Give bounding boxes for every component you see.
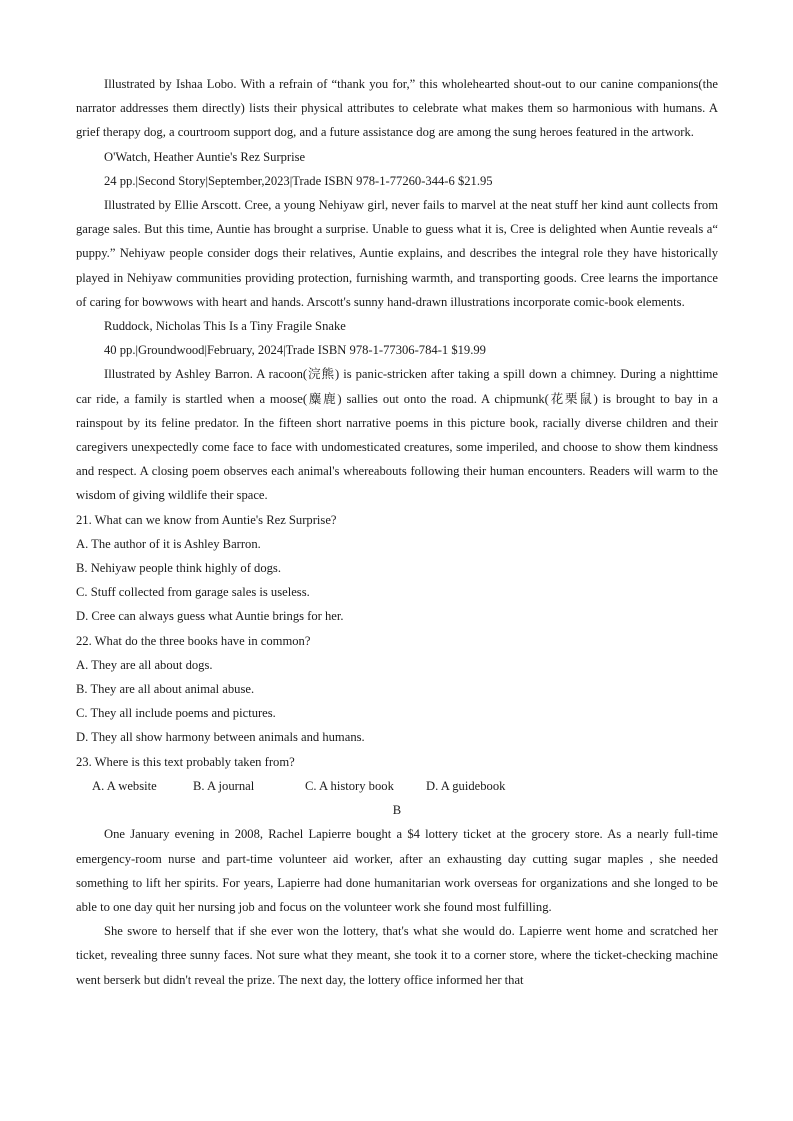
question-22-option-b: B. They are all about animal abuse. — [76, 682, 255, 697]
review-paragraph-2: Illustrated by Ellie Arscott. Cree, a young Nehiyaw girl, never fails to marvel at the neat stuff her kind aunt collects from garage sales. But this time, Auntie has brought a surprise. Unable to guess what it is, Cree is delighted when Auntie reveals a“ puppy.” Nehiyaw people consider dogs their relatives, Auntie explains, and describes the integral role they have historically played in Nehiyaw communities providing protection, furnishing warmth, and transporting goods. Cree learns the importance of caring for bowwows with heart and hands. Arscott's sunny hand-drawn illustrations incorporate comic-book elements. — [76, 198, 718, 309]
review-paragraph-3: Illustrated by Ashley Barron. A racoon(浣熊) is panic-stricken after taking a spill down a chimney. During a nighttime car ride, a family is startled when a moose(麋鹿) sallies out onto the road. A chipmunk(花栗鼠) is brought to bay in a rainspout by its feline predator. In the fifteen short narrative poems in this picture book, racially diverse children and their caregivers unexpectedly come face to face with undomesticated creatures, some imperiled, and choose to show them kindness and respect. A closing poem observes each animal's whereabouts following their human encounters. Readers will warm to the wisdom of giving wildlife their space. — [76, 367, 718, 503]
question-21-option-b: B. Nehiyaw people think highly of dogs. — [76, 561, 281, 576]
question-22-option-d: D. They all show harmony between animals and humans. — [76, 730, 365, 745]
passage-b-paragraph-2: She swore to herself that if she ever won the lottery, that's what she would do. Lapierre went home and scratched her ticket, revealing three sunny faces. Not sure what they meant, she took it to a corner store, where the ticket-checking machine went berserk but didn't reveal the prize. The next day, the lottery office informed her that — [76, 924, 718, 987]
passage-b-paragraph-1: One January evening in 2008, Rachel Lapierre bought a $4 lottery ticket at the grocery store. As a nearly full-time emergency-room nurse and part-time volunteer aid worker, after an exhausting day cutting sugar maples , she needed something to lift her spirits. For years, Lapierre had done humanitarian work overseas for organizations and she longed to be able to one day quit her nursing job and focus on the volunteer work she found most fulfilling. — [76, 827, 718, 914]
question-21: 21. What can we know from Auntie's Rez Surprise? — [76, 512, 337, 527]
question-23-option-b: B. A journal — [193, 778, 255, 793]
question-23-option-a: A. A website — [92, 778, 157, 793]
question-21-option-a: A. The author of it is Ashley Barron. — [76, 536, 261, 551]
question-23-options — [76, 774, 718, 798]
question-22: 22. What do the three books have in common? — [76, 633, 311, 648]
question-21-option-d: D. Cree can always guess what Auntie brings for her. — [76, 609, 344, 624]
question-23-option-c: C. A history book — [305, 778, 394, 793]
book-meta-2: 24 pp.|Second Story|September,2023|Trade ISBN 978-1-77260-344-6 $21.95 — [104, 173, 493, 188]
book-meta-3: 40 pp.|Groundwood|February, 2024|Trade ISBN 978-1-77306-784-1 $19.99 — [104, 343, 486, 358]
question-22-option-c: C. They all include poems and pictures. — [76, 706, 276, 721]
question-23: 23. Where is this text probably taken from? — [76, 754, 295, 769]
book-title-3: Ruddock, Nicholas This Is a Tiny Fragile Snake — [104, 319, 346, 334]
question-21-option-c: C. Stuff collected from garage sales is useless. — [76, 585, 310, 600]
document-page — [76, 72, 718, 992]
section-heading-b: B — [392, 803, 402, 818]
book-title-2: O'Watch, Heather Auntie's Rez Surprise — [104, 149, 306, 164]
review-paragraph-1: Illustrated by Ishaa Lobo. With a refrain of “thank you for,” this wholehearted shout-out to our canine companions(the narrator addresses them directly) lists their physical attributes to celebrate what makes them so harmonious with humans. A grief therapy dog, a courtroom support dog, and a future assistance dog are among the sung heroes featured in the artwork. — [76, 77, 718, 140]
question-22-option-a: A. They are all about dogs. — [76, 657, 213, 672]
question-23-option-d: D. A guidebook — [426, 778, 506, 793]
